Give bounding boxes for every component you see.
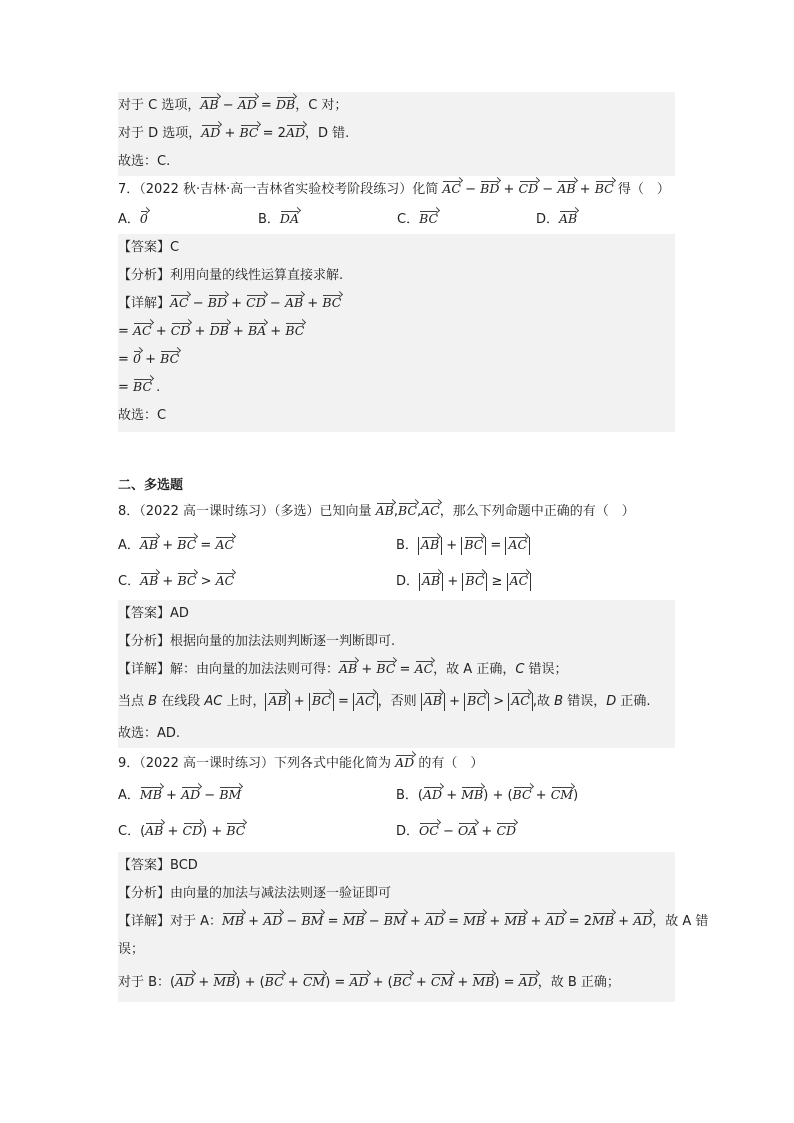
q7-option-d: D．AB xyxy=(536,211,578,227)
q7-option-a: A．0 xyxy=(118,211,148,227)
q8-option-a: A．AB + BC = AC xyxy=(118,537,235,553)
q8-analysis: 【分析】根据向量的加法法则判断逐一判断即可. xyxy=(118,628,675,656)
q9-options-row2 xyxy=(118,818,675,846)
q8-options-row2 xyxy=(118,568,675,596)
q8-option-b: B． AB + BC = AC xyxy=(396,532,530,560)
q7-step-2: = 0 + BC xyxy=(118,346,675,374)
q8-option-d: D． AB + BC ≥ AC xyxy=(396,568,531,596)
q8-answer: 【答案】AD xyxy=(118,600,675,628)
q8-detail-2: 当点 B 在线段 AC 上时， AB + BC = AC ，否则 AB + BC > AC ,故 B 错误，D 正确. xyxy=(118,684,675,720)
q9-detail: 【详解】对于 A：MB + AD − BM = MB − BM + AD = MB + MB + AD = 2MB + AD，故 A 错 xyxy=(118,908,675,936)
q9-analysis: 【分析】由向量的加法与减法法则逐一验证即可 xyxy=(118,880,675,908)
q8-choose: 故选：AD. xyxy=(118,720,675,748)
q8-options-row1 xyxy=(118,532,675,560)
q9-option-a: A．MB + AD − BM xyxy=(118,787,242,803)
q7-step-3: = BC . xyxy=(118,374,675,402)
q9-option-d: D．OC − OA + CD xyxy=(396,823,517,839)
q9-option-c: C．(AB + CD) + BC xyxy=(118,823,246,839)
line-option-c: 对于 C 选项，AB − AD = DB，C 对； xyxy=(118,92,675,120)
q9-option-b: B．(AD + MB) + (BC + CM) xyxy=(396,787,579,803)
q7-detail: 【详解】AC − BD + CD − AB + BC xyxy=(118,290,675,318)
q9-detail-2: 对于 B：(AD + MB) + (BC + CM) = AD + (BC + CM + MB) = AD，故 B 正确； xyxy=(118,964,675,1002)
question-7: 7．（2022 秋·吉林·高一吉林省实验校考阶段练习）化简 AC − BD + CD − AB + BC 得（ ） xyxy=(118,181,670,197)
q7-analysis: 【分析】利用向量的线性运算直接求解. xyxy=(118,262,675,290)
q9-detail-cont: 误； xyxy=(118,936,675,964)
line-option-d: 对于 D 选项，AD + BC = 2AD，D 错. xyxy=(118,120,675,148)
question-9: 9．（2022 高一课时练习）下列各式中能化简为 AD 的有（ ） xyxy=(118,755,484,771)
q9-options-row1 xyxy=(118,782,675,810)
question-7-options xyxy=(118,206,675,234)
question-8: 8．（2022 高一课时练习）（多选）已知向量 AB,BC,AC，那么下列命题中正确的有（ ） xyxy=(118,503,635,519)
q8-detail: 【详解】解：由向量的加法法则可得：AB + BC = AC，故 A 正确，C 错误； xyxy=(118,656,675,684)
q7-choose: 故选：C xyxy=(118,402,675,432)
q7-answer: 【答案】C xyxy=(118,234,675,262)
q7-option-c: C．BC xyxy=(397,211,439,227)
q7-step-1: = AC + CD + DB + BA + BC xyxy=(118,318,675,346)
section-heading: 二、多选题 xyxy=(118,478,184,493)
q7-option-b: B．DA xyxy=(258,211,299,227)
q8-option-c: C．AB + BC > AC xyxy=(118,573,235,589)
q9-answer: 【答案】BCD xyxy=(118,852,675,880)
line-choose-c: 故选：C. xyxy=(118,148,675,176)
